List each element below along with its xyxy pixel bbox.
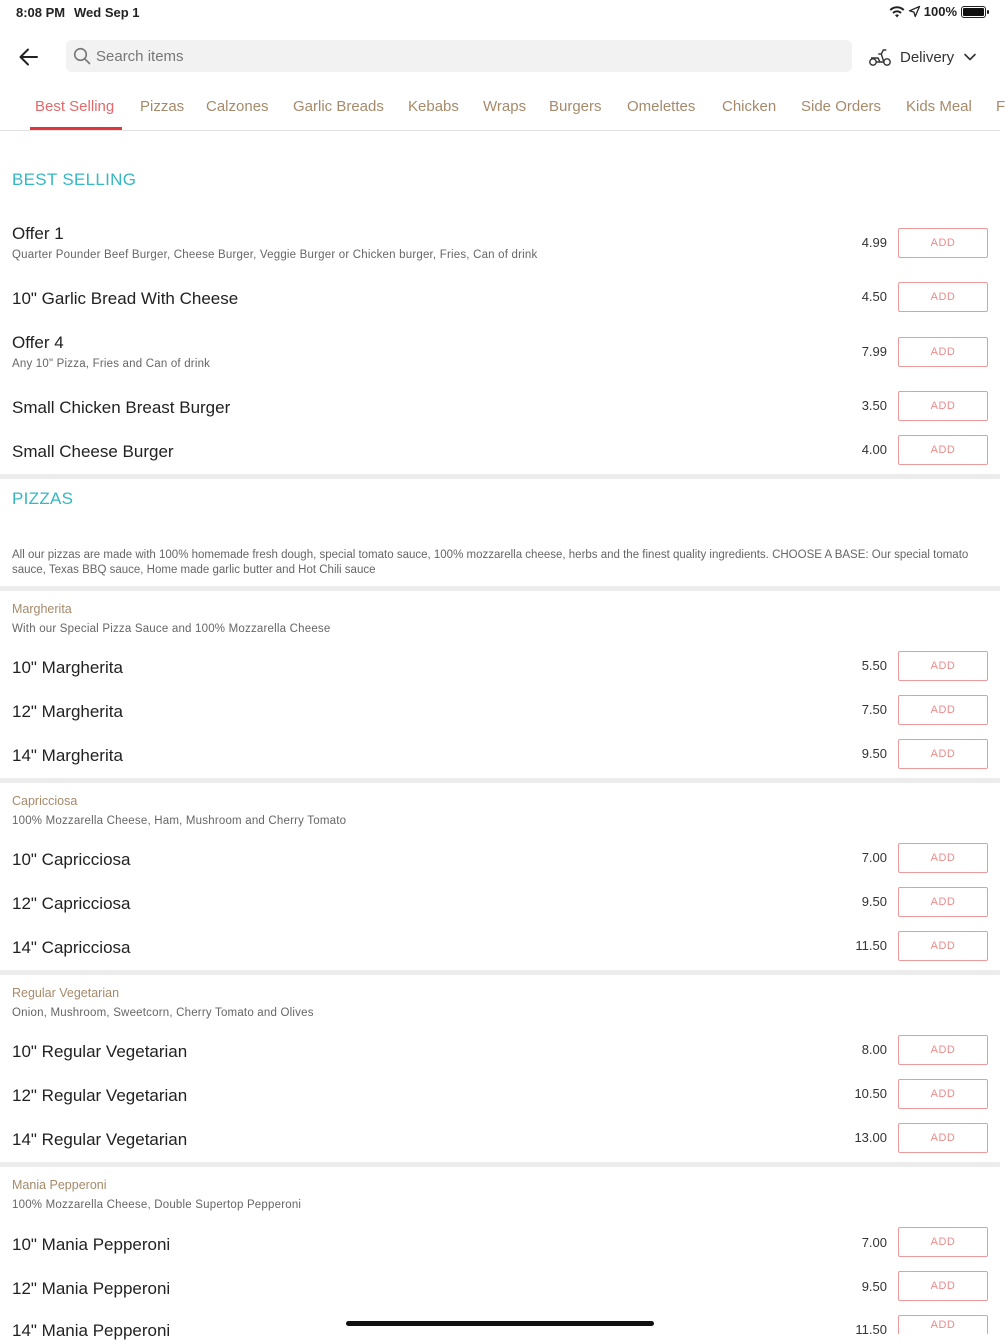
item-name: 12" Regular Vegetarian (12, 1086, 188, 1105)
item-name: 12" Capricciosa (12, 894, 131, 913)
item-price: 7.99 (861, 344, 887, 359)
add-button[interactable]: ADD (898, 1227, 988, 1257)
section-title-pizzas: PIZZAS (12, 489, 74, 508)
item-description: Any 10" Pizza, Fries and Can of drink (12, 358, 211, 370)
tab-best-selling[interactable]: Best Selling (35, 98, 115, 115)
add-button[interactable]: ADD (898, 337, 988, 367)
section-divider (0, 586, 1000, 591)
add-button[interactable]: ADD (898, 739, 988, 769)
group-description: 100% Mozzarella Cheese, Ham, Mushroom and Cherry Tomato (12, 815, 347, 827)
item-description: Quarter Pounder Beef Burger, Cheese Burger, Veggie Burger or Chicken burger, Fries, Can of drink (12, 249, 538, 261)
item-price: 11.50 (855, 938, 887, 953)
add-button[interactable]: ADD (898, 887, 988, 917)
status-indicators (889, 4, 986, 19)
item-name: 14" Capricciosa (12, 938, 131, 957)
group-description: Onion, Mushroom, Sweetcorn, Cherry Tomato and Olives (12, 1007, 314, 1019)
item-name: 10" Garlic Bread With Cheese (12, 289, 239, 308)
section-divider (0, 778, 1000, 783)
item-price: 9.50 (861, 746, 887, 761)
item-price: 9.50 (861, 1279, 887, 1294)
add-button[interactable]: ADD (898, 391, 988, 421)
item-price: 7.00 (861, 1235, 887, 1250)
tab-partial[interactable]: F (996, 98, 1005, 115)
back-arrow-icon (16, 44, 42, 70)
status-date: Wed Sep 1 (74, 5, 140, 20)
wifi-icon (889, 6, 905, 18)
item-name: Offer 1 (12, 224, 64, 243)
status-bar (0, 0, 1000, 26)
delivery-selector[interactable] (868, 44, 980, 70)
item-price: 7.50 (861, 702, 887, 717)
item-price: 7.00 (861, 850, 887, 865)
item-price: 10.50 (854, 1086, 887, 1101)
item-price: 4.00 (861, 442, 887, 457)
add-button[interactable]: ADD (898, 282, 988, 312)
tab-chicken[interactable]: Chicken (722, 98, 777, 115)
scooter-icon (868, 47, 892, 67)
item-name: 14" Mania Pepperoni (12, 1321, 171, 1340)
category-tabs (0, 90, 1005, 131)
add-button[interactable]: ADD (898, 843, 988, 873)
item-price: 13.00 (854, 1130, 887, 1145)
section-intro: All our pizzas are made with 100% homemade fresh dough, special tomato sauce, 100% mozzarella cheese, herbs and the finest quality ingredients. CHOOSE A BASE: Our special tomato sauce, Texas BBQ sauce, Home made garlic butter and Hot Chili sauce (12, 549, 969, 576)
add-button[interactable]: ADD (898, 651, 988, 681)
item-price: 4.50 (861, 289, 887, 304)
item-price: 5.50 (861, 658, 887, 673)
delivery-label: Delivery (900, 48, 955, 66)
back-button[interactable] (16, 44, 42, 70)
group-description: With our Special Pizza Sauce and 100% Mozzarella Cheese (12, 623, 331, 635)
add-button[interactable]: ADD (898, 1079, 988, 1109)
status-time: 8:08 PM (16, 5, 66, 20)
tab-burgers[interactable]: Burgers (549, 98, 602, 115)
section-title-best-selling: BEST SELLING (12, 170, 137, 189)
search-bar[interactable] (66, 40, 852, 72)
location-arrow-icon (909, 6, 920, 17)
item-price: 9.50 (861, 894, 887, 909)
item-name: 10" Capricciosa (12, 850, 131, 869)
item-name: 12" Mania Pepperoni (12, 1279, 171, 1298)
active-tab-indicator (30, 127, 122, 130)
battery-icon (961, 6, 986, 18)
battery-percent: 100% (923, 4, 957, 19)
home-indicator[interactable] (346, 1321, 654, 1326)
add-button[interactable]: ADD (898, 1123, 988, 1153)
item-price: 11.50 (855, 1322, 887, 1337)
group-name: Mania Pepperoni (12, 1178, 107, 1192)
group-name: Margherita (12, 602, 72, 616)
group-description: 100% Mozzarella Cheese, Double Supertop Pepperoni (12, 1199, 302, 1211)
tab-kebabs[interactable]: Kebabs (408, 98, 459, 115)
tab-kids-meal[interactable]: Kids Meal (906, 98, 972, 115)
tab-calzones[interactable]: Calzones (206, 98, 269, 115)
add-button[interactable]: ADD (898, 1315, 988, 1334)
tab-omelettes[interactable]: Omelettes (627, 98, 696, 115)
item-price: 3.50 (861, 398, 887, 413)
top-bar (0, 40, 1000, 72)
item-name: Offer 4 (12, 333, 64, 352)
item-name: 14" Margherita (12, 746, 123, 765)
tab-garlic-breads[interactable]: Garlic Breads (293, 98, 384, 115)
section-divider (0, 1162, 1000, 1167)
tab-side-orders[interactable]: Side Orders (801, 98, 882, 115)
item-name: 10" Mania Pepperoni (12, 1235, 171, 1254)
add-button[interactable]: ADD (898, 435, 988, 465)
chevron-down-icon (964, 53, 976, 61)
add-button[interactable]: ADD (898, 695, 988, 725)
add-button[interactable]: ADD (898, 228, 988, 258)
section-divider (0, 970, 1000, 975)
add-button[interactable]: ADD (898, 931, 988, 961)
item-name: Small Chicken Breast Burger (12, 398, 231, 417)
item-price: 8.00 (861, 1042, 887, 1057)
group-name: Regular Vegetarian (12, 986, 120, 1000)
tab-wraps[interactable]: Wraps (483, 98, 527, 115)
add-button[interactable]: ADD (898, 1035, 988, 1065)
item-name: 12" Margherita (12, 702, 123, 721)
item-name: 10" Margherita (12, 658, 123, 677)
item-name: 14" Regular Vegetarian (12, 1130, 188, 1149)
search-input[interactable] (96, 40, 836, 72)
section-divider (0, 474, 1000, 479)
search-icon (73, 47, 91, 65)
item-name: Small Cheese Burger (12, 442, 174, 461)
add-button[interactable]: ADD (898, 1271, 988, 1301)
item-name: 10" Regular Vegetarian (12, 1042, 188, 1061)
group-name: Capricciosa (12, 794, 78, 808)
item-price: 4.99 (861, 235, 887, 250)
tab-pizzas[interactable]: Pizzas (140, 98, 185, 115)
